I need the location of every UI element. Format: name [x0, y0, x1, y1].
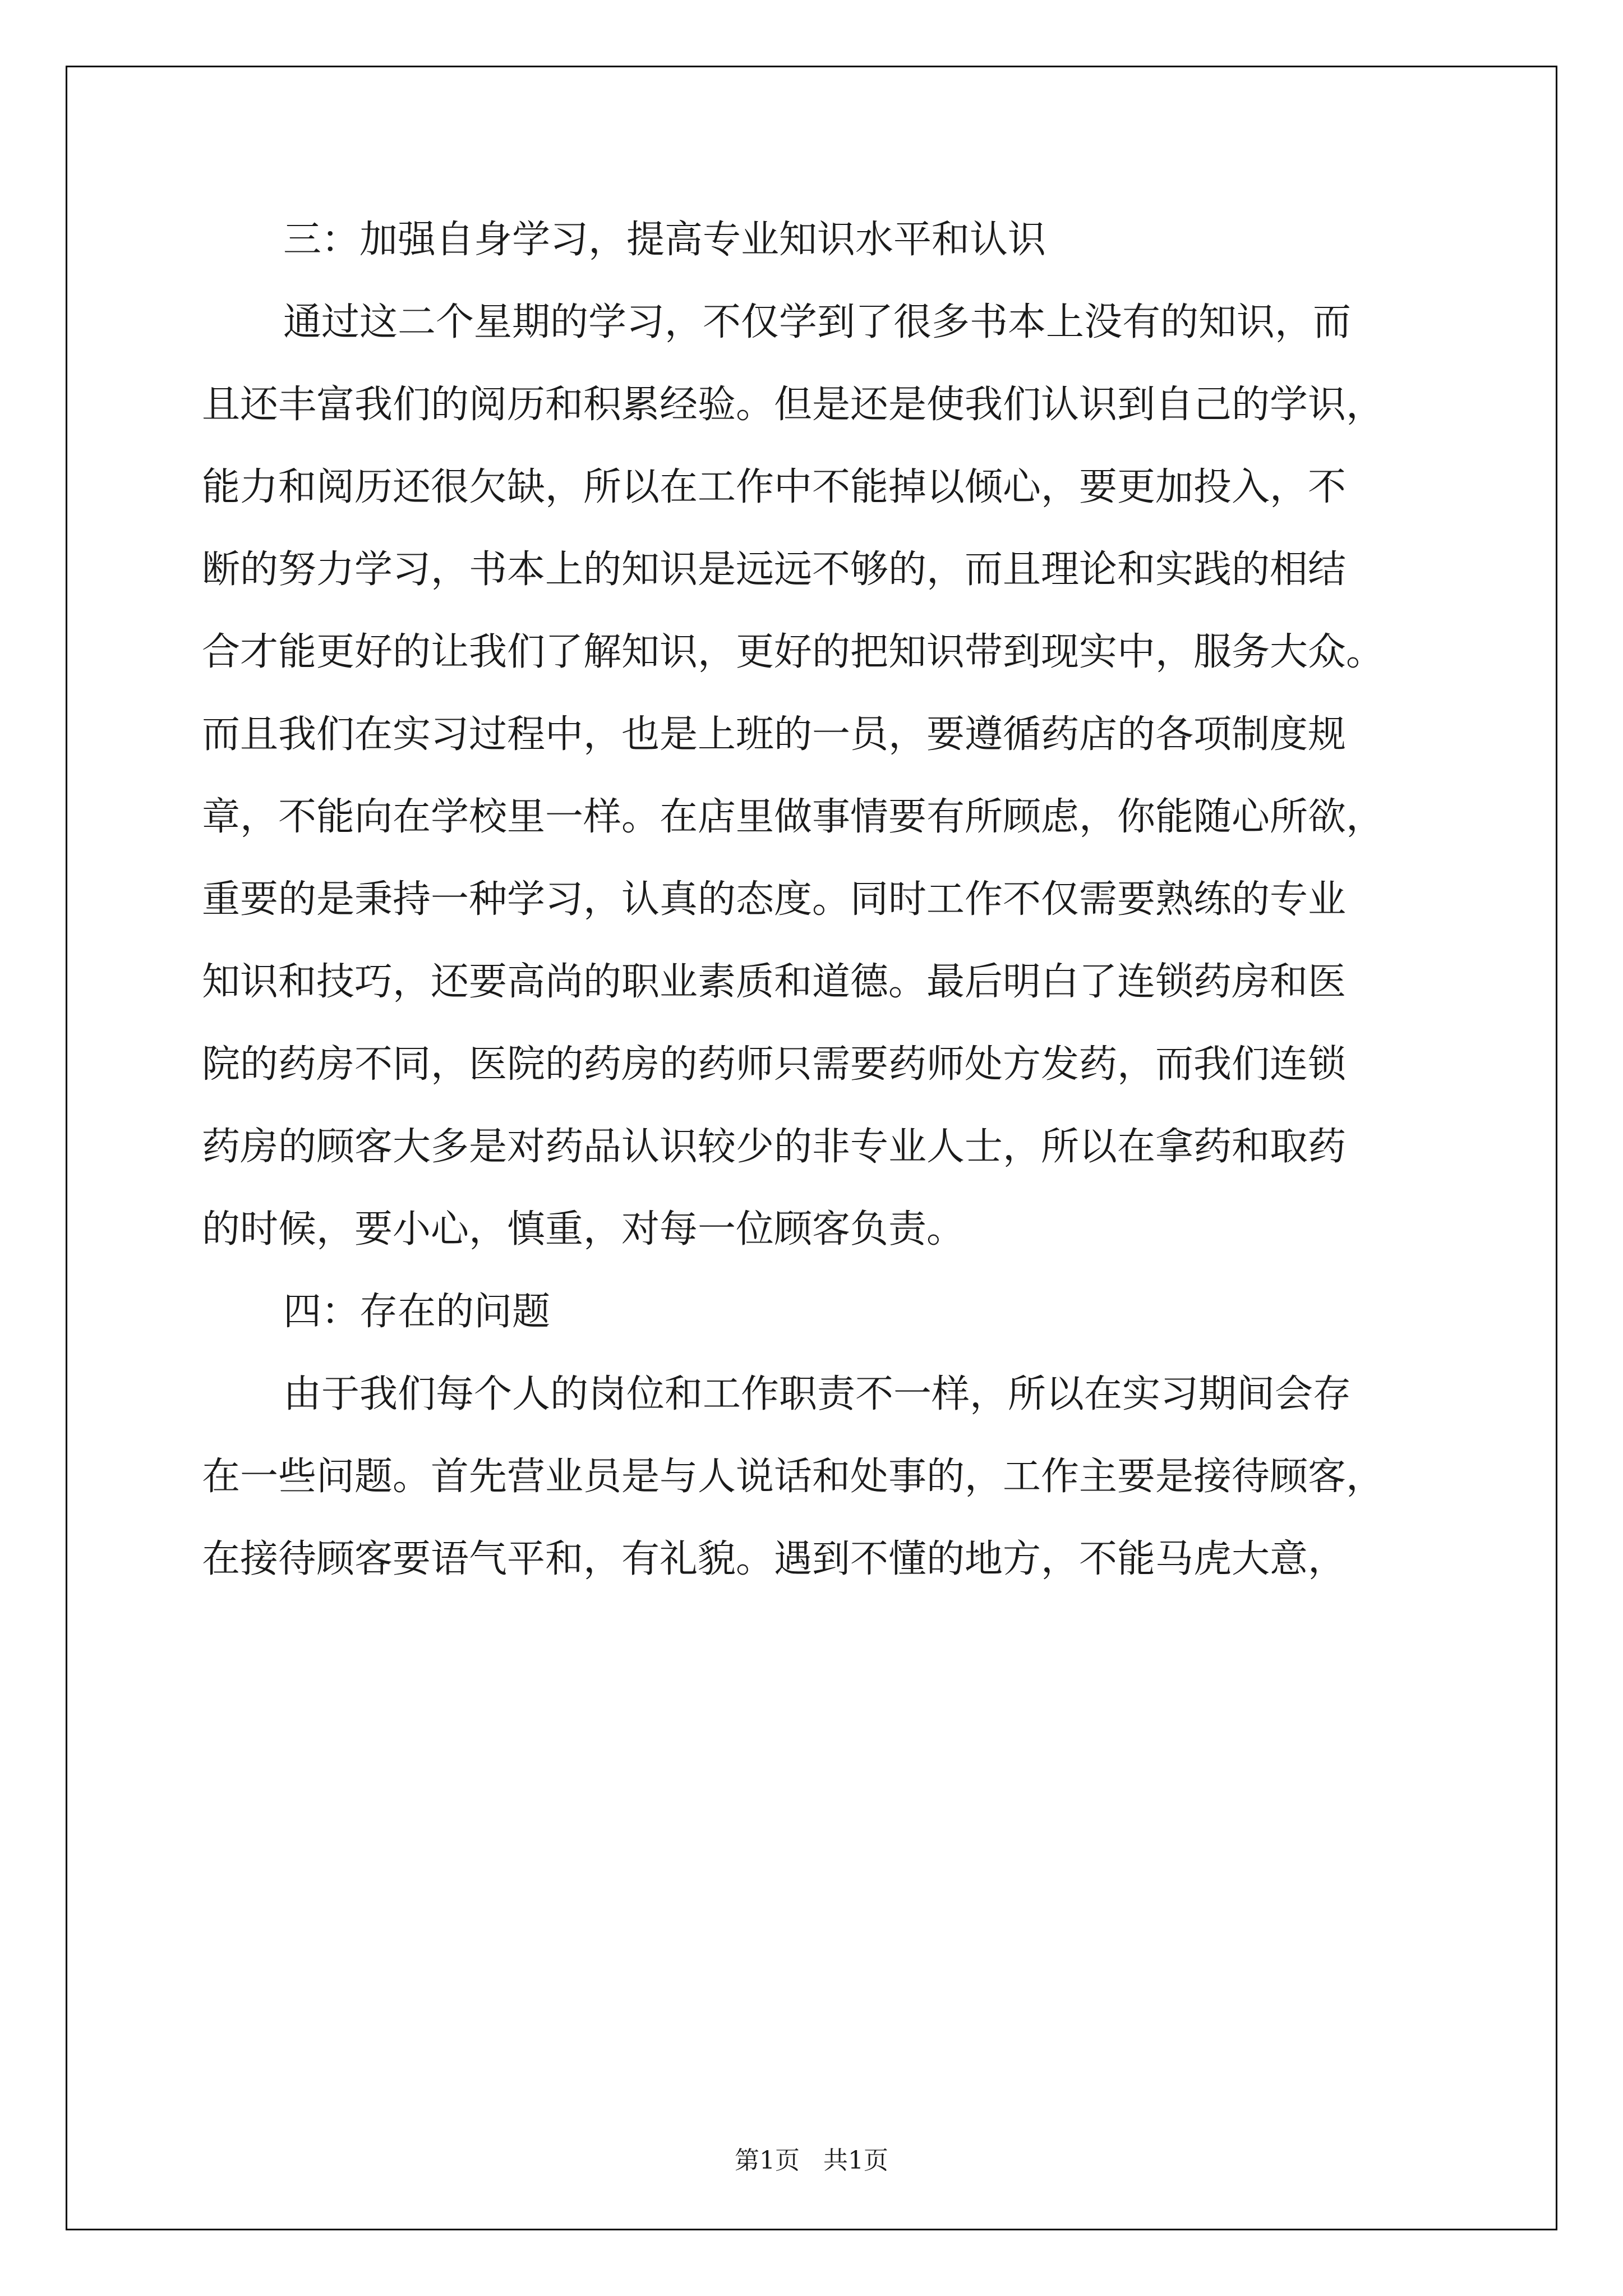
paragraph-line: 在一些问题。首先营业员是与人说话和处事的，工作主要是接待顾客， [202, 1455, 1385, 1499]
paragraph-line: 且还丰富我们的阅历和积累经验。但是还是使我们认识到自己的学识， [202, 383, 1385, 427]
paragraph-line: 合才能更好的让我们了解知识，更好的把知识带到现实中，服务大众。 [202, 630, 1385, 674]
paragraph-line: 院的药房不同，医院的药房的药师只需要药师处方发药，而我们连锁 [202, 1042, 1347, 1087]
paragraph-line: 由于我们每个人的岗位和工作职责不一样，所以在实习期间会存 [283, 1372, 1352, 1416]
section-heading-3: 三：加强自身学习，提高专业知识水平和认识 [283, 218, 1046, 262]
paragraph-line: 药房的顾客大多是对药品认识较少的非专业人士，所以在拿药和取药 [202, 1125, 1347, 1169]
paragraph-line: 能力和阅历还很欠缺，所以在工作中不能掉以倾心，要更加投入，不 [202, 465, 1347, 509]
paragraph-line: 重要的是秉持一种学习，认真的态度。同时工作不仅需要熟练的专业 [202, 877, 1347, 922]
page-footer: 第1页 共1页 [735, 2146, 888, 2175]
paragraph-line: 而且我们在实习过程中，也是上班的一员，要遵循药店的各项制度规 [202, 712, 1347, 757]
paragraph-line: 章，不能向在学校里一样。在店里做事情要有所顾虑，你能随心所欲， [202, 795, 1385, 839]
paragraph-line: 在接待顾客要语气平和，有礼貌。遇到不懂的地方，不能马虎大意， [202, 1537, 1347, 1581]
paragraph-line: 断的努力学习，书本上的知识是远远不够的，而且理论和实践的相结 [202, 547, 1347, 592]
paragraph-line: 知识和技巧，还要高尚的职业素质和道德。最后明白了连锁药房和医 [202, 960, 1347, 1004]
paragraph-line: 的时候，要小心，慎重，对每一位顾客负责。 [202, 1207, 965, 1251]
section-heading-4: 四：存在的问题 [283, 1290, 551, 1334]
paragraph-line: 通过这二个星期的学习，不仅学到了很多书本上没有的知识，而 [283, 300, 1352, 344]
